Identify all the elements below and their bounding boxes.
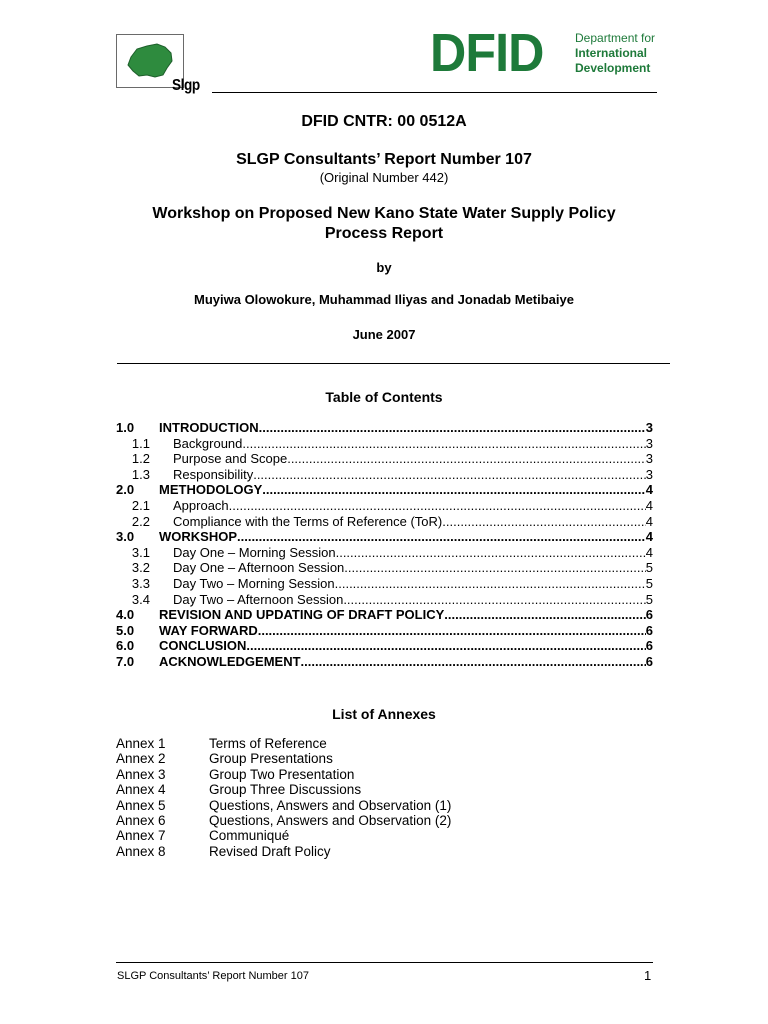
toc-entry-number: 4.0 [116, 607, 135, 623]
toc-entry-title: WORKSHOP [159, 529, 237, 545]
toc-entry [116, 623, 653, 639]
annex-label: Annex 3 [116, 766, 166, 782]
toc-leader-dots [253, 467, 646, 483]
toc-entry-page: 3 [645, 420, 653, 435]
toc-entry [116, 482, 653, 498]
toc-entry [116, 576, 653, 592]
toc-entry [116, 467, 653, 483]
toc-leader-dots [442, 514, 646, 530]
dfid-tag-line: International [575, 46, 648, 60]
toc-entry-title: Purpose and Scope [173, 451, 288, 467]
annex-title: Group Presentations [209, 751, 333, 767]
dfid-logo-word: DFID [430, 23, 544, 83]
title-rule [117, 363, 670, 364]
toc-entry-number: 3.2 [131, 560, 150, 576]
toc-entry [116, 560, 653, 576]
toc-entry [116, 514, 653, 530]
toc-entry-number: 1.3 [131, 466, 150, 482]
annex-item [116, 751, 451, 766]
toc-entry [116, 638, 653, 654]
toc-leader-dots [335, 576, 646, 592]
toc-entry-number: 3.1 [131, 544, 150, 560]
toc-entry-page: 4 [645, 529, 653, 545]
dfid-tag-line: Department for [575, 31, 656, 45]
dfid-tag-line: Development [575, 61, 651, 75]
toc-leader-dots [344, 560, 645, 576]
toc-entry-number: 3.3 [131, 575, 150, 591]
annex-title: Communiqué [209, 828, 290, 844]
annex-title: Questions, Answers and Observation (2) [209, 812, 452, 828]
annex-item [116, 767, 451, 782]
toc-leader-dots [287, 451, 646, 467]
toc-leader-dots [246, 638, 645, 654]
toc-leader-dots [242, 436, 645, 452]
toc-leader-dots [343, 592, 645, 608]
toc-leader-dots [258, 623, 646, 639]
toc-entry-title: METHODOLOGY [159, 482, 263, 498]
toc-leader-dots [237, 529, 646, 545]
annex-item [116, 798, 451, 813]
toc-entry-title: Day One – Afternoon Session [173, 560, 345, 576]
toc-entry-title: CONCLUSION [159, 638, 247, 654]
toc-entry-title: Responsibility [173, 466, 254, 482]
toc-entry-number: 3.0 [116, 529, 135, 545]
toc-entry-title: Approach [173, 497, 229, 513]
toc-entry [116, 592, 653, 608]
toc-leader-dots [444, 607, 645, 623]
document-title [0, 204, 768, 244]
toc-entry-number: 3.4 [131, 591, 150, 607]
toc-entry-number: 7.0 [116, 653, 135, 669]
original-number: (Original Number 442) [319, 170, 449, 185]
annex-title: Group Three Discussions [209, 782, 362, 798]
table-of-contents [116, 420, 653, 670]
toc-entry [116, 436, 653, 452]
annex-title: Questions, Answers and Observation (1) [209, 797, 452, 813]
toc-leader-dots [336, 545, 646, 561]
by-label: by [376, 260, 392, 275]
toc-entry [116, 529, 653, 545]
toc-entry-page: 4 [645, 482, 653, 498]
toc-entry-title: Compliance with the Terms of Reference (ToR) [173, 513, 443, 529]
toc-entry [116, 607, 653, 623]
annex-label: Annex 1 [116, 736, 166, 751]
toc-entry-page: 6 [645, 607, 653, 623]
toc-entry-number: 2.2 [131, 513, 150, 529]
annex-item [116, 736, 451, 751]
toc-entry [116, 654, 653, 670]
slgp-logo-text: Slgp [172, 77, 200, 94]
toc-entry-number: 1.2 [131, 451, 150, 467]
toc-entry-title: Background [173, 435, 243, 451]
toc-entry-number: 5.0 [116, 622, 135, 638]
annex-label: Annex 2 [116, 751, 166, 767]
publication-date: June 2007 [352, 327, 416, 342]
toc-leader-dots [301, 654, 646, 670]
toc-entry [116, 498, 653, 514]
annex-label: Annex 7 [116, 828, 166, 844]
toc-entry-title: Day Two – Morning Session [173, 575, 335, 591]
annex-label: Annex 4 [116, 782, 166, 798]
toc-entry-number: 2.0 [116, 482, 135, 498]
page-number: 1 [644, 968, 652, 983]
toc-entry-page: 5 [645, 560, 653, 576]
toc-entry-page: 4 [645, 544, 653, 560]
dfid-logo-tagline [575, 31, 655, 76]
report-number: SLGP Consultants’ Report Number 107 [236, 151, 532, 168]
toc-heading: Table of Contents [325, 389, 443, 405]
toc-entry [116, 451, 653, 467]
annex-label: Annex 6 [116, 812, 166, 828]
toc-entry-page: 6 [645, 638, 653, 654]
annex-item [116, 782, 451, 797]
annex-item [116, 828, 451, 843]
footer-rule [116, 962, 653, 963]
contract-number: DFID CNTR: 00 0512A [301, 113, 467, 130]
toc-entry-page: 5 [645, 575, 653, 591]
annex-title: Terms of Reference [209, 736, 327, 751]
annex-label: Annex 8 [116, 843, 166, 859]
toc-entry-number: 6.0 [116, 638, 135, 654]
toc-leader-dots [262, 482, 645, 498]
annex-label: Annex 5 [116, 797, 166, 813]
annex-list [116, 736, 451, 859]
header-rule [212, 92, 657, 93]
toc-entry-title: INTRODUCTION [159, 420, 259, 435]
toc-leader-dots [229, 498, 646, 514]
document-title-line: Workshop on Proposed New Kano State Water Supply Policy [152, 205, 616, 222]
toc-entry [116, 545, 653, 561]
toc-entry-title: ACKNOWLEDGEMENT [159, 653, 301, 669]
toc-entry-page: 4 [645, 513, 653, 529]
annex-title: Revised Draft Policy [209, 843, 331, 859]
toc-entry-page: 3 [645, 466, 653, 482]
toc-entry-title: Day Two – Afternoon Session [173, 591, 344, 607]
toc-entry-page: 6 [645, 622, 653, 638]
annex-title: Group Two Presentation [209, 766, 355, 782]
toc-entry-page: 6 [645, 653, 653, 669]
authors: Muyiwa Olowokure, Muhammad Iliyas and Jonadab Metibaiye [194, 292, 574, 307]
footer-text: SLGP Consultants’ Report Number 107 [117, 970, 309, 982]
toc-entry-number: 1.1 [131, 435, 150, 451]
annex-heading: List of Annexes [332, 706, 436, 722]
annex-item [116, 813, 451, 828]
toc-entry-page: 3 [645, 451, 653, 467]
document-title-line: Process Report [324, 225, 444, 242]
toc-entry-title: Day One – Morning Session [173, 544, 336, 560]
toc-entry-page: 4 [645, 497, 653, 513]
toc-entry-title: REVISION AND UPDATING OF DRAFT POLICY [159, 607, 445, 623]
toc-entry-title: WAY FORWARD [159, 622, 258, 638]
toc-entry-page: 3 [645, 435, 653, 451]
toc-entry-number: 1.0 [116, 420, 135, 435]
toc-entry-page: 5 [645, 591, 653, 607]
annex-item [116, 844, 451, 859]
toc-leader-dots [259, 420, 646, 436]
toc-entry [116, 420, 653, 436]
toc-entry-number: 2.1 [131, 497, 150, 513]
